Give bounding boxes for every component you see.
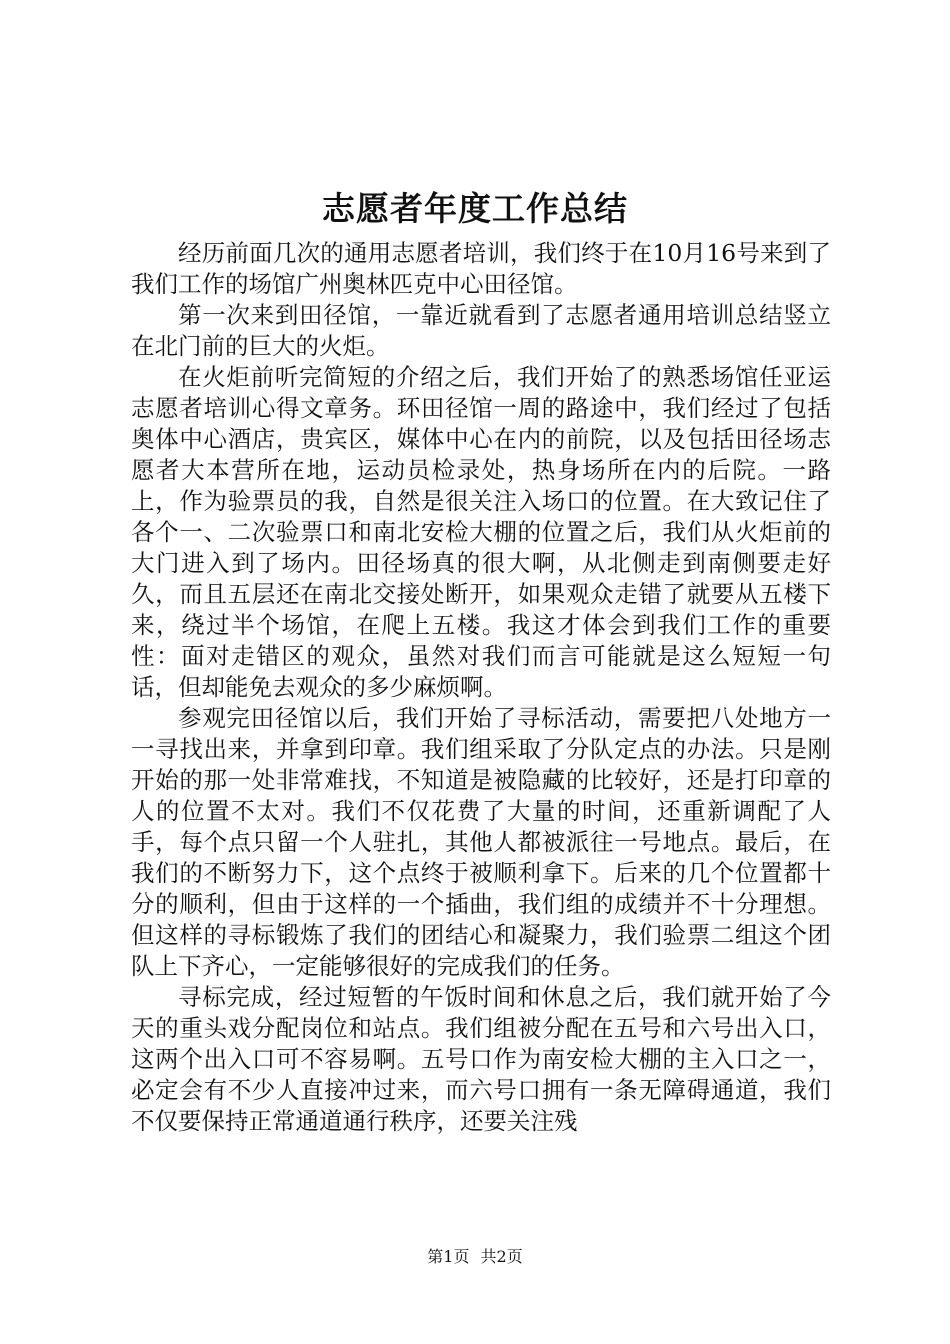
- page-footer: [0, 1246, 950, 1268]
- paragraph-5: 寻标完成，经过短暂的午饭时间和休息之后，我们就开始了今天的重头戏分配岗位和站点。我们组被分配在五号和六号出入口，这两个出入口可不容易啊。五号口作为南安检大棚的主入口之一，必定会有不少人直接冲过来，而六号口拥有一条无障碍通道，我们不仅要保持正常通道通行秩序，还要关注残: [131, 983, 831, 1135]
- document-title: 志愿者年度工作总结: [322, 189, 628, 228]
- page-total: 共2页: [480, 1247, 523, 1266]
- paragraph-1: 经历前面几次的通用志愿者培训，我们终于在10月16号来到了我们工作的场馆广州奥林匹克中心田径馆。: [131, 239, 831, 298]
- document-body: [131, 238, 831, 1137]
- paragraph-4: 参观完田径馆以后，我们开始了寻标活动，需要把八处地方一一寻找出来，并拿到印章。我们组采取了分队定点的办法。只是刚开始的那一处非常难找，不知道是被隐藏的比较好，还是打印章的人的位置不太对。我们不仅花费了大量的时间，还重新调配了人手，每个点只留一个人驻扎，其他人都被派往一号地点。最后，在我们的不断努力下，这个点终于被顺利拿下。后来的几个位置都十分的顺利，但由于这样的一个插曲，我们组的成绩并不十分理想。但这样的寻标锻炼了我们的团结心和凝聚力，我们验票二组这个团队上下齐心，一定能够很好的完成我们的任务。: [131, 704, 831, 980]
- page-number: 第1页: [427, 1247, 470, 1266]
- paragraph-3: 在火炬前听完简短的介绍之后，我们开始了的熟悉场馆任亚运志愿者培训心得文章务。环田径馆一周的路途中，我们经过了包括奥体中心酒店，贵宾区，媒体中心在内的前院，以及包括田径场志愿者大本营所在地，运动员检录处，热身场所在内的后院。一路上，作为验票员的我，自然是很关注入场口的位置。在大致记住了各个一、二次验票口和南北安检大棚的位置之后，我们从火炬前的大门进入到了场内。田径场真的很大啊，从北侧走到南侧要走好久，而且五层还在南北交接处断开，如果观众走错了就要从五楼下来，绕过半个场馆，在爬上五楼。我这才体会到我们工作的重要性：面对走错区的观众，虽然对我们而言可能就是这么短短一句话，但却能免去观众的多少麻烦啊。: [131, 363, 831, 701]
- paragraph-2: 第一次来到田径馆，一靠近就看到了志愿者通用培训总结竖立在北门前的巨大的火炬。: [131, 301, 831, 360]
